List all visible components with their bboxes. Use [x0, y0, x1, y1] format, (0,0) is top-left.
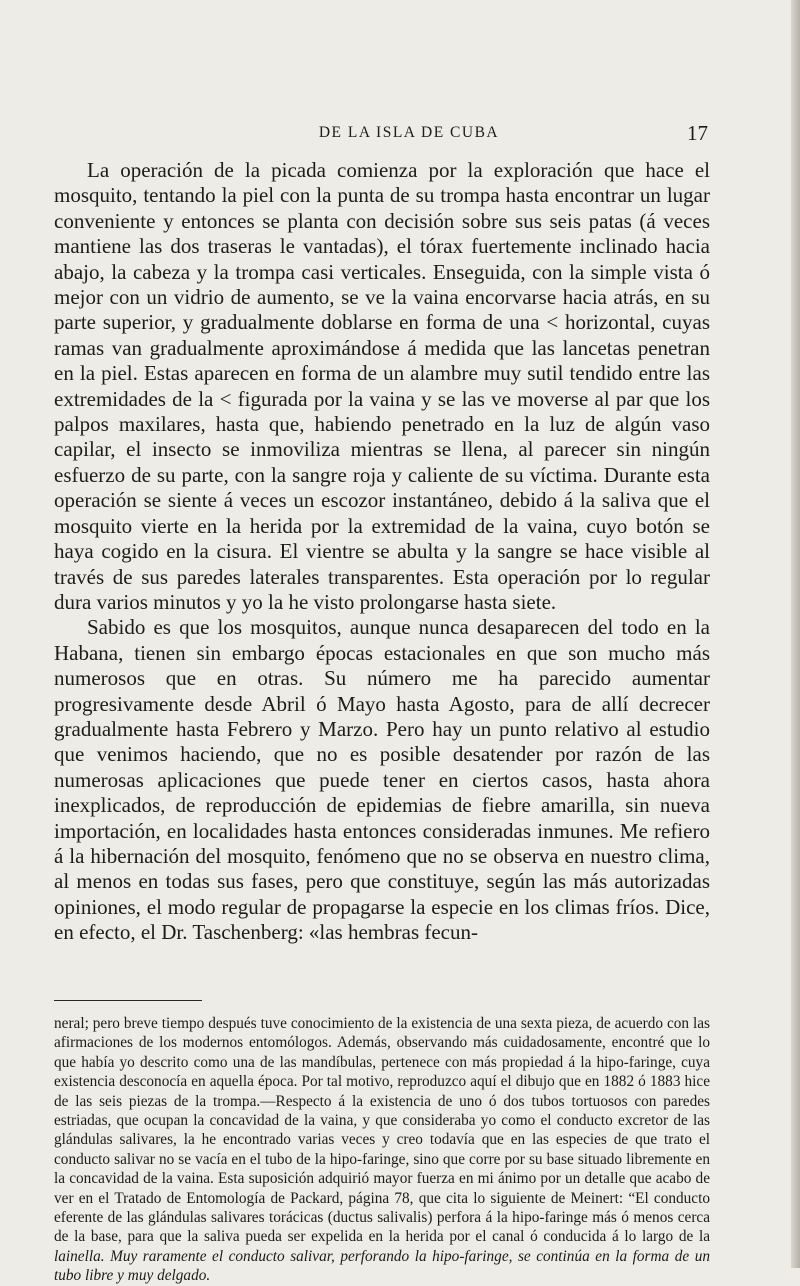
paragraph-picada: La operación de la picada comienza por la exploración que hace el mosquito, tentando la piel con la punta de su trompa hasta encontrar un lugar conveniente y entonces se planta con decisión sobre sus seis patas (á veces mantiene las dos traseras le vantadas), el tórax fuertemente inclinado hacia abajo, la cabeza y la trompa casi verticales. Enseguida, con la simple vista ó mejor con un vidrio de aumento, se ve la vaina encorvarse hacia atrás, en su parte superior, y gradualmente doblarse en forma de una < horizontal, cuyas ramas van gradualmente aproximándose á medida que las lancetas penetran en la piel. Estas aparecen en forma de un alambre muy sutil tendido entre las extremidades de la < figurada por la vaina y se las ve moverse al par que los palpos maxilares, hasta que, habiendo penetrado en la luz de algún vaso capilar, el insecto se inmoviliza mientras se llena, al parecer sin ningún esfuerzo de su parte, con la sangre roja y caliente de su víctima. Durante esta operación se siente á veces un escozor instantáneo, debido á la saliva que el mosquito vierte en la herida por la extremidad de la vaina, cuyo botón se haya cogido en la cisura. El vientre se abulta y la sangre se hace visible al través de sus paredes laterales transparentes. Esta operación por lo regular dura varios minutos y yo la he visto prolongarse hasta siete. [54, 158, 710, 614]
footnote-text: neral; pero breve tiempo después tuve conocimiento de la existencia de una sexta pieza, de acuerdo con las afirmaciones de los modernos entomólogos. Además, observando más cuidadosamente, encontré que lo que había yo descrito como una de las mandíbulas, pertenece con más propiedad á la hipo-faringe, cuya existencia desconocía en aquella época. Por tal motivo, reproduzco aquí el dibujo que en 1882 ó 1883 hice de las seis piezas de la trompa.—Respecto á la existencia de uno ó dos tubos tortuosos con paredes estriadas, que ocupan la concavidad de la vaina, y que consideraba yo como el conducto excretor de las glándulas salivares, la he encontrado varias veces y creo todavía que en las especies de que trato el conducto salivar no se vacía en el tubo de la hipo-faringe, sino que corre por su base situado libremente en la concavidad de la vaina. Esta suposición adquirió mayor fuerza en mi ánimo por un detalle que acabo de ver en el Tratado de Entomología de Packard, página 78, que cita lo siguiente de Meinert: “El conducto eferente de las glándulas salivares torácicas (ductus salivalis) perfora á la hipo-faringe más ó menos cerca de la base, para que la saliva pueda ser expelida en la herida por el canal ó conducida á lo largo de la [54, 1015, 710, 1246]
footnote-italic-text: Muy raramente el conducto salivar, perforando la hipo-faringe, se continúa en la forma de un tubo libre y muy delgado. [54, 1247, 710, 1285]
running-head [110, 121, 708, 146]
main-text [54, 158, 710, 946]
footnote-paragraph [54, 1014, 710, 1286]
page-number: 17 [687, 121, 708, 145]
footnote-italic-term: lainella. [54, 1247, 105, 1265]
footnote [54, 1014, 710, 1286]
page-edge-shadow [791, 0, 800, 1268]
running-title: DE LA ISLA DE CUBA [318, 124, 500, 141]
footnote-divider [54, 1000, 202, 1001]
paragraph-estaciones: Sabido es que los mosquitos, aunque nunca desaparecen del todo en la Habana, tienen sin embargo épocas estacionales en que son mucho más numerosos que en otras. Su número me ha parecido aumentar progresivamente desde Abril ó Mayo hasta Agosto, para de allí decrecer gradualmente hasta Febrero y Marzo. Pero hay un punto relativo al estudio que venimos haciendo, que no es posible desatender por razón de las numerosas aplicaciones que puede tener en ciertos casos, hasta ahora inexplicados, de reproducción de epidemias de fiebre amarilla, sin nueva importación, en localidades hasta entonces consideradas inmunes. Me refiero á la hibernación del mosquito, fenómeno que no se observa en nuestro clima, al menos en todas sus fases, pero que constituye, según las más autorizadas opiniones, el modo regular de propagarse la especie en los climas fríos. Dice, en efecto, el Dr. Taschenberg: «las hembras fecun- [54, 615, 710, 945]
